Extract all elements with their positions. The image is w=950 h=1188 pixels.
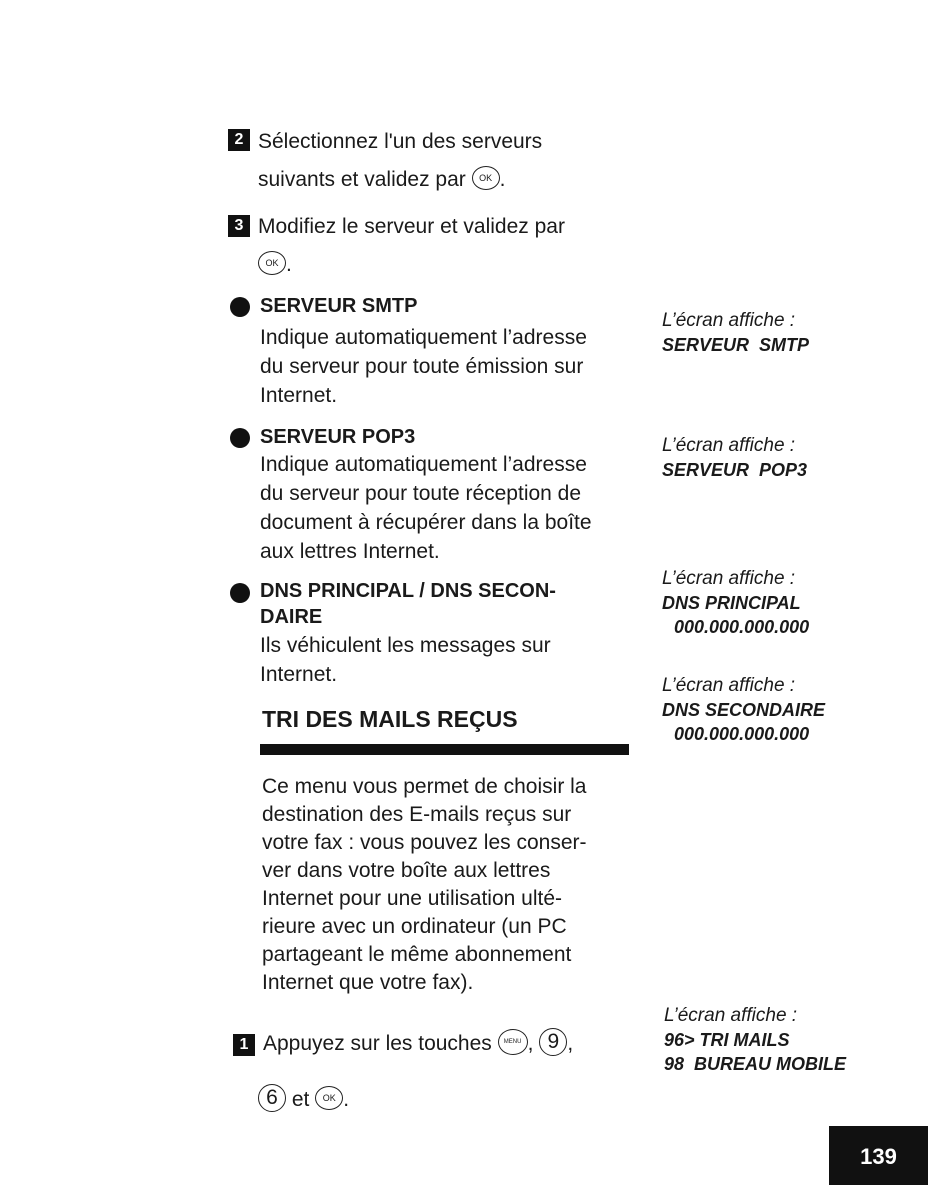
screen-value: SERVEUR SMTP xyxy=(662,335,810,355)
digit-9-key-icon: 9 xyxy=(539,1028,567,1056)
step-1-line-1 xyxy=(263,1029,573,1058)
text-line: Indique automatiquement l’adresse xyxy=(260,326,587,349)
bullet-desc-smtp xyxy=(260,323,587,410)
bullet-title-smtp: SERVEUR SMTP xyxy=(260,295,418,317)
text-line: votre fax : vous pouvez les conser- xyxy=(262,831,587,854)
text-line: Internet pour une utilisation ulté- xyxy=(262,887,563,910)
text-line: du serveur pour toute réception de xyxy=(260,482,582,505)
step-2-text: suivants et validez par xyxy=(258,168,466,191)
separator: , xyxy=(527,1032,534,1055)
step-2-line-2 xyxy=(258,165,505,194)
step-3-line-1: Modifiez le serveur et validez par xyxy=(258,215,565,238)
text-line: Internet. xyxy=(260,663,338,686)
screen-label: L’écran affiche : xyxy=(662,568,796,589)
screen-label: L’écran affiche : xyxy=(664,1005,798,1026)
text-line: Ils véhiculent les messages sur xyxy=(260,634,551,657)
bullet-icon xyxy=(230,428,250,448)
text-line: Ce menu vous permet de choisir la xyxy=(262,775,587,798)
screen-note-tri-mails xyxy=(664,1004,846,1076)
bullet-title-line: DNS PRINCIPAL / DNS SECON- xyxy=(260,580,556,602)
step-1-end: . xyxy=(343,1088,350,1111)
text-line: document à récupérer dans la boîte xyxy=(260,511,592,534)
step-2-end: . xyxy=(499,168,506,191)
menu-key-icon: MENU xyxy=(498,1029,528,1055)
step-2-line-1: Sélectionnez l'un des serveurs xyxy=(258,130,543,153)
bullet-title-dns xyxy=(260,578,556,630)
screen-value: SERVEUR POP3 xyxy=(662,460,808,480)
text-line: aux lettres Internet. xyxy=(260,540,440,563)
text-line: du serveur pour toute émission sur xyxy=(260,355,584,378)
step-1-text: Appuyez sur les touches xyxy=(263,1032,492,1055)
bullet-desc-dns xyxy=(260,631,551,689)
bullet-icon xyxy=(230,297,250,317)
screen-label: L’écran affiche : xyxy=(662,310,796,331)
text-line: partageant le même abonnement xyxy=(262,943,572,966)
screen-value: 98 BUREAU MOBILE xyxy=(664,1054,847,1074)
section-rule xyxy=(260,744,629,755)
screen-note-smtp xyxy=(662,309,809,357)
screen-label: L’écran affiche : xyxy=(662,435,796,456)
page-number: 139 xyxy=(829,1126,928,1185)
ok-key-icon: OK xyxy=(315,1086,343,1110)
bullet-icon xyxy=(230,583,250,603)
bullet-desc-pop3 xyxy=(260,450,592,566)
ok-key-icon: OK xyxy=(258,251,286,275)
text-line: Internet que votre fax). xyxy=(262,971,474,994)
step-3-line-2 xyxy=(258,250,292,279)
separator: , xyxy=(567,1032,574,1055)
text-line: Indique automatiquement l’adresse xyxy=(260,453,587,476)
text-line: rieure avec un ordinateur (un PC xyxy=(262,915,567,938)
text-line: Internet. xyxy=(260,384,338,407)
section-title: TRI DES MAILS REÇUS xyxy=(262,706,518,732)
step-3-end: . xyxy=(286,253,292,276)
screen-note-pop3 xyxy=(662,434,807,482)
screen-value: DNS SECONDAIRE xyxy=(662,700,826,720)
section-paragraph xyxy=(262,773,587,997)
screen-value: 000.000.000.000 xyxy=(674,724,810,744)
bullet-title-pop3: SERVEUR POP3 xyxy=(260,426,416,448)
screen-note-dns-secondaire xyxy=(662,674,825,746)
digit-6-key-icon: 6 xyxy=(258,1084,286,1112)
screen-value: 96> TRI MAILS xyxy=(664,1030,790,1050)
conjunction: et xyxy=(291,1088,310,1111)
ok-key-icon: OK xyxy=(472,166,500,190)
text-line: ver dans votre boîte aux lettres xyxy=(262,859,551,882)
screen-value: DNS PRINCIPAL xyxy=(662,593,801,613)
step-1-line-2 xyxy=(258,1085,349,1114)
step-number-1: 1 xyxy=(233,1034,255,1056)
step-number-3: 3 xyxy=(228,215,250,237)
screen-note-dns-principal xyxy=(662,567,809,639)
screen-value: 000.000.000.000 xyxy=(674,617,810,637)
bullet-title-line: DAIRE xyxy=(260,606,323,628)
screen-label: L’écran affiche : xyxy=(662,675,796,696)
step-number-2: 2 xyxy=(228,129,250,151)
text-line: destination des E-mails reçus sur xyxy=(262,803,572,826)
